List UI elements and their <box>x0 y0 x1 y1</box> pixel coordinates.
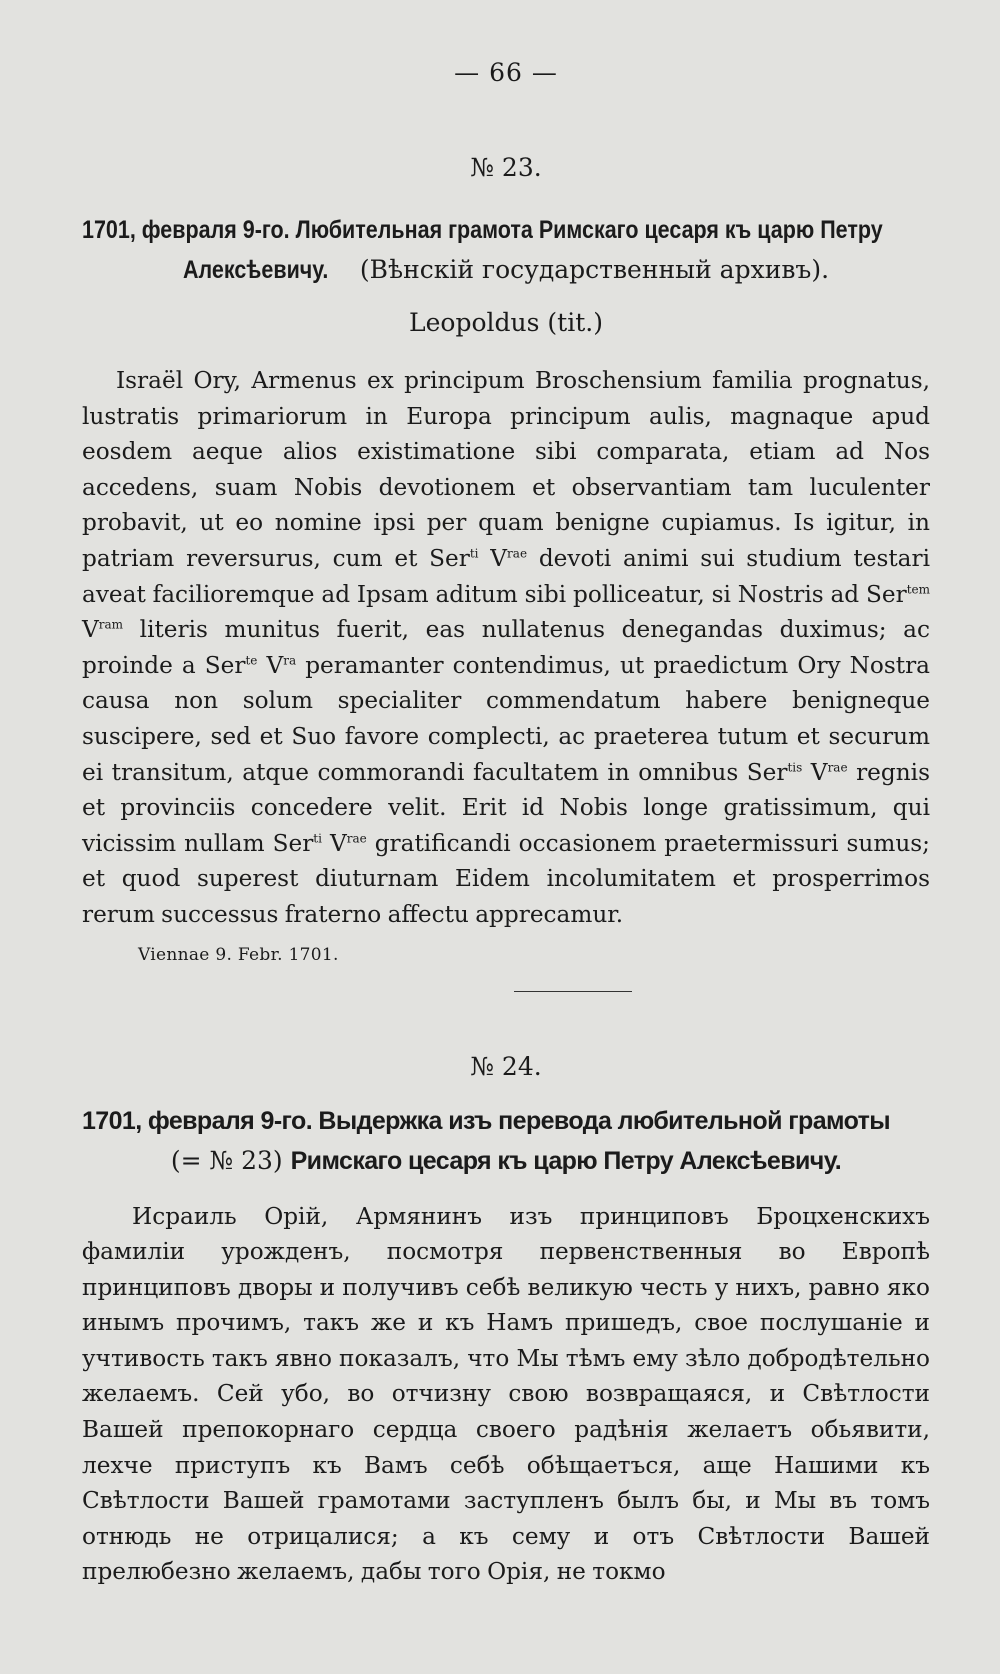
page-number: — 66 — <box>454 58 558 87</box>
body-text-fragment: gratificandi occasionem praetermissuri sumus; et quod superest diuturnam Eidem incolumitatem et prosperrimos rerum successus fraterno affectu apprecamur. <box>82 829 930 928</box>
body-text-fragment: V <box>478 544 508 572</box>
body-text-fragment: V <box>257 651 284 679</box>
document-number-24: № 24. <box>470 1051 542 1081</box>
abbreviation-superscript: rae <box>346 830 367 845</box>
abbreviation-superscript: ti <box>469 546 479 561</box>
body-text-fragment: V <box>321 829 347 857</box>
body-text-fragment: V <box>82 616 99 644</box>
heading-23-date-title: 1701, февраля 9-го. Любительная грамота Римскаго цесаря къ царю Петру <box>82 216 883 244</box>
body-text-fragment: V <box>802 758 828 786</box>
place-date-signoff: Viennae 9. Febr. 1701. <box>138 944 339 965</box>
document-number-23: № 23. <box>470 153 542 182</box>
document-24-heading <box>82 1101 930 1181</box>
abbreviation-superscript: ti <box>313 830 322 845</box>
heading-23-archive: (Вѣнскій государственный архивъ). <box>359 255 830 284</box>
body-text-fragment: literis munitus fuerit, eas nullatenus denegandas duximus; ac proinde a Ser <box>82 616 930 679</box>
heading-24-crossref: (= № 23) <box>170 1145 283 1175</box>
abbreviation-superscript: ram <box>98 617 124 632</box>
latin-letter-body <box>82 363 930 933</box>
body-text-fragment: regnis et provinciis concedere velit. Erit id Nobis longe gratissimum, qui vicissim nullam Ser <box>82 758 930 857</box>
heading-24-date-title: 1701, февраля 9-го. Выдержка изъ перевода любительной грамоты <box>82 1106 891 1135</box>
abbreviation-superscript: rae <box>827 759 848 774</box>
sovereign-name: Leopoldus (tit.) <box>409 308 603 337</box>
abbreviation-superscript: rae <box>507 546 528 561</box>
section-divider <box>514 991 632 992</box>
abbreviation-superscript: ra <box>283 653 297 668</box>
russian-translation-body: Исраиль Орій, Армянинъ изъ принциповъ Броцхенскихъ фамиліи урожденъ, посмотря первенственныя во Европѣ принциповъ дворы и получивъ себѣ великую честь у нихъ, равно яко инымъ прочимъ, такъ же и къ Намъ пришедъ, свое послушаніе и учтивость такъ явно показалъ, что Мы тѣмъ ему зѣло добродѣтельно желаемъ. Сей убо, во отчизну свою возвращаяся, и Свѣтлости Вашей препокорнаго сердца своего радѣнія желаетъ обьявити, лехче приступъ къ Вамъ себѣ обѣщаетъся, аще Нашими къ Свѣтлости Вашей грамотами заступленъ былъ бы, и Мы въ томъ отнюдь не отрицалися; а къ сему и отъ Свѣтлости Вашей прелюбезно желаемъ, дабы того Орія, не токмо <box>82 1202 930 1586</box>
abbreviation-superscript: tem <box>906 581 930 596</box>
document-23-heading <box>82 210 930 290</box>
body-text-fragment: peramanter contendimus, ut praedictum Ory Nostra causa non solum specialiter commendatum habere benigneque suscipere, sed et Suo favore complecti, ac praeterea tutum et securum ei transitum, atque commorandi facultatem in omnibus Ser <box>82 651 930 786</box>
heading-23-recipient: Алексѣевичу. <box>182 256 329 284</box>
body-text-fragment: devoti animi sui studium testari aveat facilioremque ad Ipsam aditum sibi polliceatur, si Nostris ad Ser <box>82 544 930 608</box>
heading-24-recipient: Римскаго цесаря къ царю Петру Алексѣевичу. <box>290 1146 842 1175</box>
abbreviation-superscript: te <box>245 653 258 668</box>
abbreviation-superscript: tis <box>787 759 803 774</box>
body-text-fragment: Israël Ory, Armenus ex principum Broschensium familia prognatus, lustratis primariorum in Europa principum aulis, magnaque apud eosdem aeque alios existimatione sibi comparata, etiam ad Nos accedens, suam Nobis devotionem et observantiam tam luculenter probavit, ut eo nomine ipsi per quam benigne cupiamus. Is igitur, in patriam reversurus, cum et Ser <box>82 367 930 572</box>
